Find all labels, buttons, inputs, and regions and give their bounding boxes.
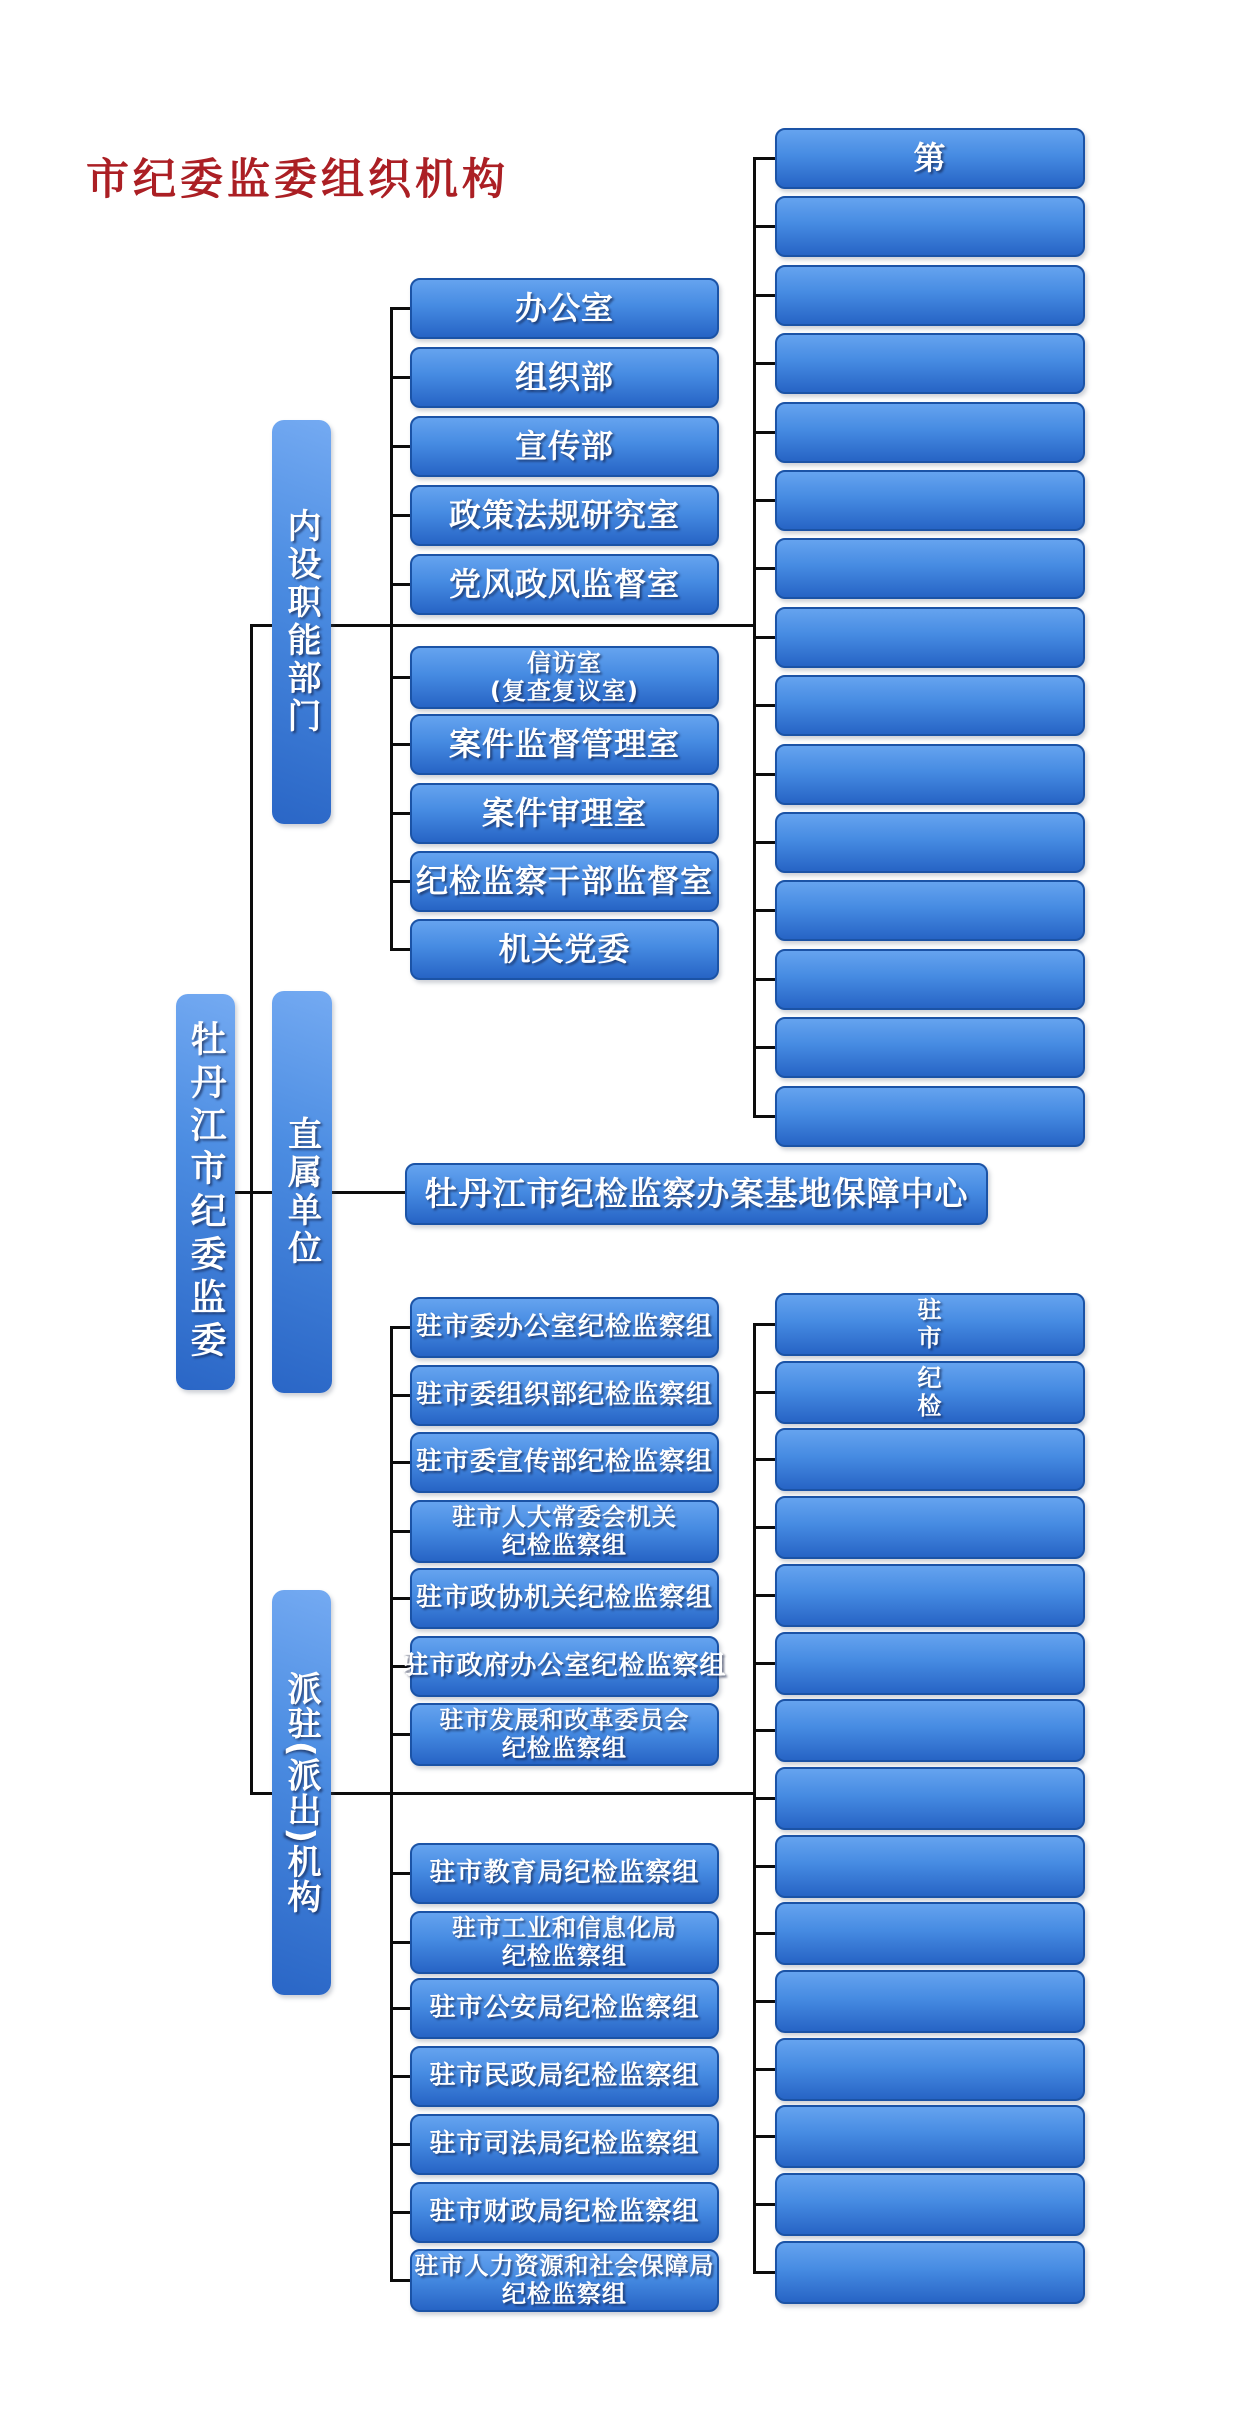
org-node (405, 1163, 988, 1225)
org-node (410, 2046, 719, 2107)
org-node-label: 办公室 (514, 288, 614, 327)
org-node (775, 1017, 1085, 1078)
org-node-label: 牡丹江市纪检监察办案基地保障中心 (424, 1173, 969, 1213)
org-node (775, 402, 1085, 463)
org-node-label: 驻市政府办公室纪检监察组 (402, 1651, 727, 1682)
org-node-label: 驻市委办公室纪检监察组 (415, 1312, 713, 1343)
org-node-label: 驻市教育局纪检监察组 (429, 1858, 700, 1889)
org-node (410, 1703, 719, 1766)
org-node (410, 783, 719, 844)
org-node-label: (复查复议室) (490, 676, 639, 705)
org-node (410, 485, 719, 546)
org-node (775, 1699, 1085, 1762)
org-node-label: 驻市人大常委会机关 (452, 1502, 677, 1531)
org-node-label: 驻市司法局纪检监察组 (429, 2129, 700, 2160)
org-node-label: 案件审理室 (481, 793, 647, 832)
org-node-label: 驻 (917, 1295, 943, 1324)
org-node (410, 1978, 719, 2039)
org-node-label: 党风政风监督室 (448, 564, 680, 603)
org-node-label: 信访室 (527, 648, 602, 677)
org-node-label: 纪检监察组 (502, 2279, 627, 2308)
org-node-label: 纪检监察组 (502, 1941, 627, 1970)
org-node (410, 347, 719, 408)
org-node (775, 1428, 1085, 1491)
org-node (410, 1500, 719, 1563)
org-node (410, 919, 719, 980)
org-node-label: 驻市人力资源和社会保障局 (414, 2251, 715, 2280)
org-node (402, 1636, 727, 1697)
org-node-label: 驻市委宣传部纪检监察组 (415, 1447, 713, 1478)
org-node (775, 128, 1085, 189)
org-node-label: 纪检监察干部监督室 (415, 861, 713, 900)
org-node (775, 1767, 1085, 1830)
org-node-label: 政策法规研究室 (448, 495, 680, 534)
org-node (410, 416, 719, 477)
org-node-label: 纪检监察组 (502, 1733, 627, 1762)
org-node (410, 851, 719, 912)
org-node (775, 1902, 1085, 1965)
org-node-label: 组织部 (514, 357, 614, 396)
org-node-label: 检 (917, 1391, 943, 1420)
org-node-label: 机关党委 (498, 929, 631, 968)
org-node (775, 2173, 1085, 2236)
org-node-label: 纪 (917, 1363, 943, 1392)
org-node-label: 驻市公安局纪检监察组 (429, 1993, 700, 2024)
org-node (410, 2114, 719, 2175)
org-node (410, 1365, 719, 1426)
org-node-label: 驻市工业和信息化局 (452, 1913, 677, 1942)
org-node (410, 2182, 719, 2243)
org-node-label: 驻市民政局纪检监察组 (429, 2061, 700, 2092)
org-node (775, 744, 1085, 805)
branch-label-dispatched-agencies: 派驻(派出)机构 (272, 1590, 331, 1995)
org-node (775, 1564, 1085, 1627)
org-node (410, 1432, 719, 1493)
org-node (775, 1835, 1085, 1898)
org-node (775, 470, 1085, 531)
chart-title: 市纪委监委组织机构 (86, 155, 509, 205)
org-node (775, 265, 1085, 326)
org-node (775, 1632, 1085, 1695)
org-node (775, 1086, 1085, 1147)
org-node-label: 驻市政协机关纪检监察组 (415, 1583, 713, 1614)
org-node (775, 538, 1085, 599)
org-node (410, 1911, 719, 1974)
org-node (410, 278, 719, 339)
org-node (775, 812, 1085, 873)
org-node (775, 607, 1085, 668)
org-node (775, 949, 1085, 1010)
org-node (775, 880, 1085, 941)
org-node (775, 196, 1085, 257)
org-node-label: 纪检监察组 (502, 1530, 627, 1559)
org-node (775, 2105, 1085, 2168)
org-node (775, 1970, 1085, 2033)
org-node (410, 1843, 719, 1904)
root-node: 牡丹江市纪委监委 (176, 994, 235, 1390)
org-node (410, 1568, 719, 1629)
org-node (775, 2038, 1085, 2101)
spine-line (390, 307, 393, 951)
org-node (775, 333, 1085, 394)
org-node-label: 驻市发展和改革委员会 (439, 1705, 690, 1734)
branch-label-direct-units: 直属单位 (272, 991, 332, 1393)
spine-line (390, 1326, 393, 2282)
org-node-label: 第 (913, 138, 947, 177)
org-node (410, 646, 719, 709)
org-node (775, 1293, 1085, 1356)
org-node-label: 宣传部 (514, 426, 614, 465)
org-node (410, 714, 719, 775)
org-node (775, 675, 1085, 736)
org-node-label: 市 (917, 1323, 943, 1352)
org-node (775, 1496, 1085, 1559)
org-node (410, 1297, 719, 1358)
org-node (410, 2249, 719, 2312)
branch-label-internal-departments: 内设职能部门 (272, 420, 331, 824)
org-node (775, 1361, 1085, 1424)
org-node (775, 2241, 1085, 2304)
trunk-line (250, 624, 253, 1795)
org-node-label: 驻市委组织部纪检监察组 (415, 1380, 713, 1411)
org-node (410, 554, 719, 615)
org-node-label: 案件监督管理室 (448, 724, 680, 763)
org-node-label: 驻市财政局纪检监察组 (429, 2197, 700, 2228)
